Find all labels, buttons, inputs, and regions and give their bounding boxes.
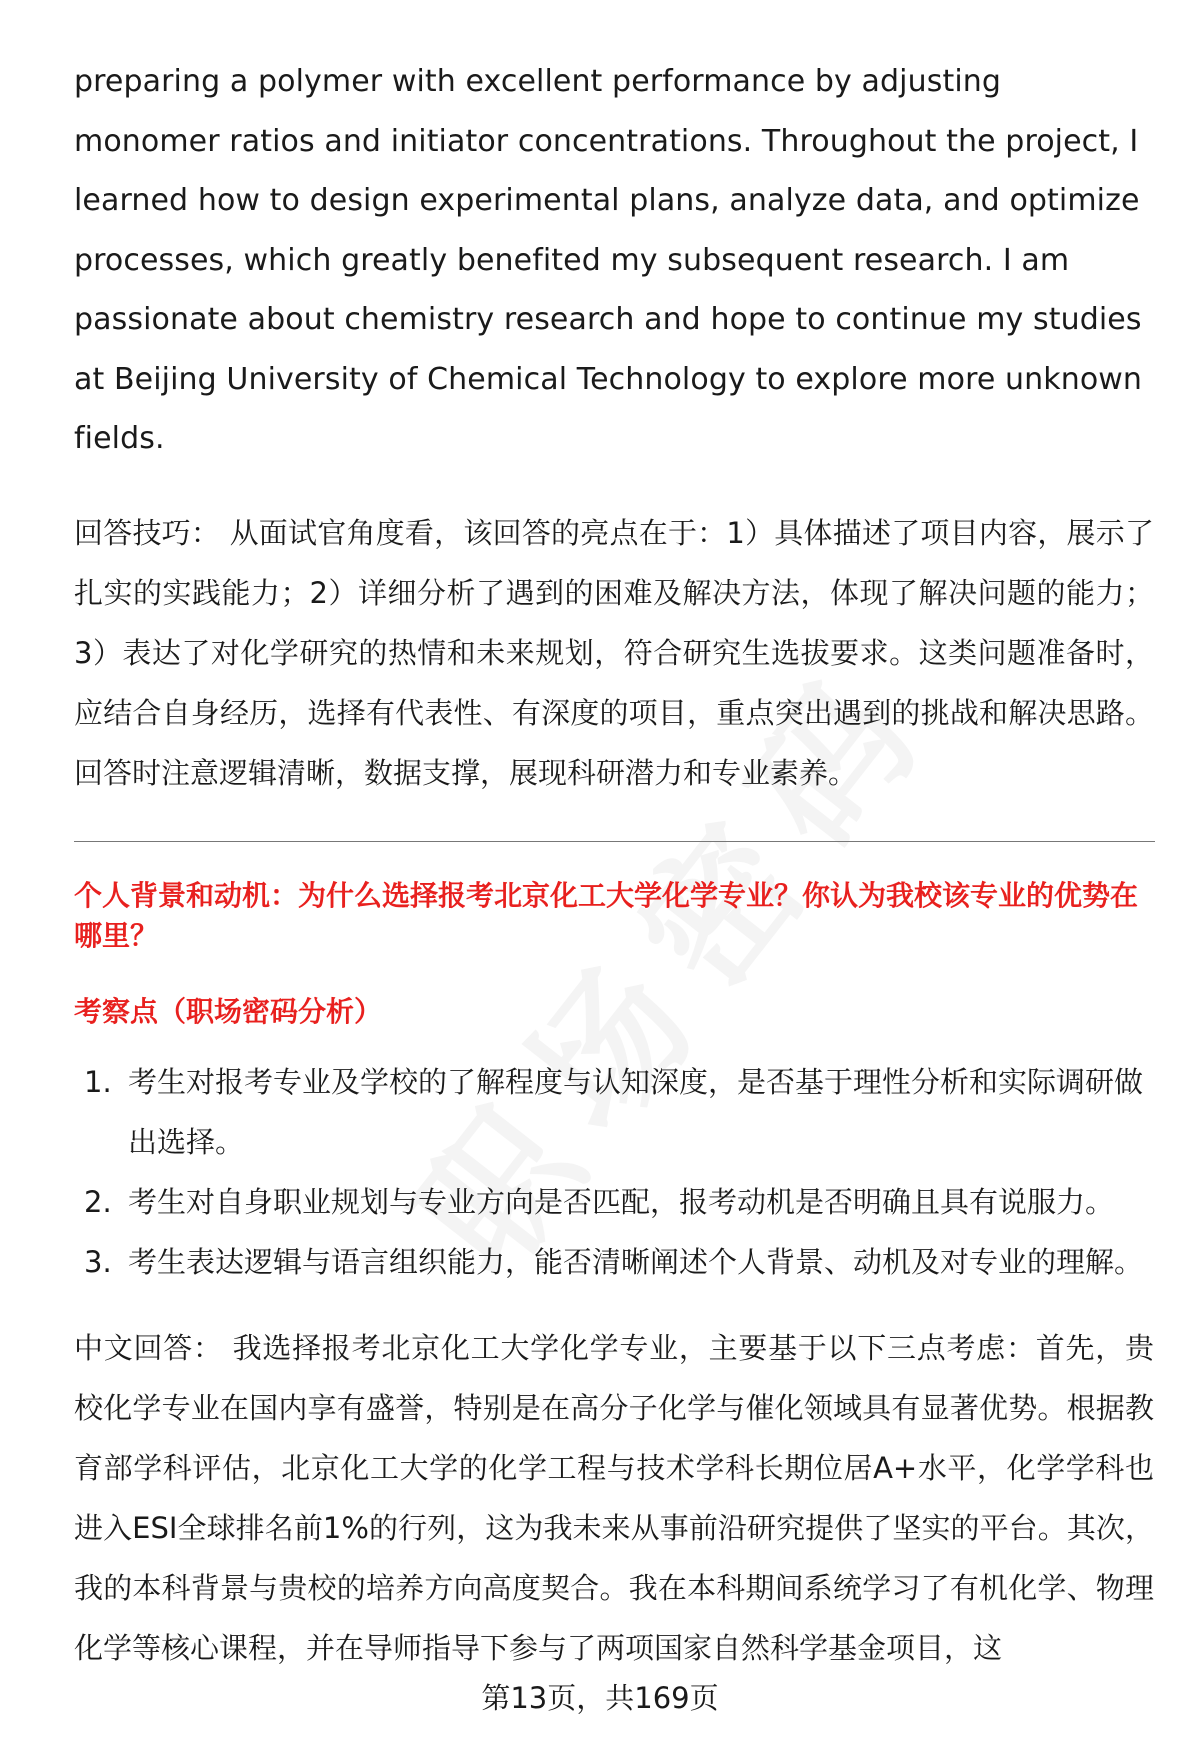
list-item-text: 考生表达逻辑与语言组织能力，能否清晰阐述个人背景、动机及对专业的理解。 <box>128 1244 1144 1279</box>
list-item-number: 3. <box>84 1244 112 1279</box>
intro-paragraph: preparing a polymer with excellent performance by adjusting monomer ratios and initiator concentrations. Throughout the project, I learned how to design experimental plans, analyze data, and optimize processes, which greatly benefited my subsequent research. I am passionate about chemistry research and hope to continue my studies at Beijing University of Chemical Technology to explore more unknown fields. <box>74 64 1143 456</box>
question-heading: 个人背景和动机：为什么选择报考北京化工大学化学专业？你认为我校该专业的优势在哪里？ <box>74 878 1139 952</box>
document-page <box>74 52 1154 1678</box>
list-item <box>74 1052 1154 1172</box>
chinese-answer-paragraph: 中文回答： 我选择报考北京化工大学化学专业，主要基于以下三点考虑：首先，贵校化学专业在国内享有盛誉，特别是在高分子化学与催化领域具有显著优势。根据教育部学科评估，北京化工大学的化学工程与技术学科长期位居A+水平，化学学科也进入ESI全球排名前1%的行列，这为我未来从事前沿研究提供了坚实的平台。其次，我的本科背景与贵校的培养方向高度契合。我在本科期间系统学习了有机化学、物理化学等核心课程，并在导师指导下参与了两项国家自然科学基金项目，这 <box>74 1330 1154 1665</box>
section-divider <box>74 841 1155 842</box>
list-item-number: 2. <box>84 1184 112 1219</box>
answer-tip-paragraph: 回答技巧： 从面试官角度看，该回答的亮点在于：1）具体描述了项目内容，展示了扎实的实践能力；2）详细分析了遇到的困难及解决方法，体现了解决问题的能力；3）表达了对化学研究的热情和未来规划，符合研究生选拔要求。这类问题准备时，应结合自身经历，选择有代表性、有深度的项目，重点突出遇到的挑战和解决思路。回答时注意逻辑清晰，数据支撑，展现科研潜力和专业素养。 <box>74 515 1154 790</box>
list-item-text: 考生对自身职业规划与专业方向是否匹配，报考动机是否明确且具有说服力。 <box>128 1184 1115 1219</box>
list-item-number: 1. <box>84 1064 112 1099</box>
page-number-footer: 第13页，共169页 <box>481 1681 719 1715</box>
list-item-text: 考生对报考专业及学校的了解程度与认知深度，是否基于理性分析和实际调研做出选择。 <box>128 1064 1144 1159</box>
assessment-points-heading: 考察点（职场密码分析） <box>74 994 383 1028</box>
assessment-points-list <box>74 1052 1154 1292</box>
list-item <box>74 1172 1154 1232</box>
list-item <box>74 1232 1154 1292</box>
